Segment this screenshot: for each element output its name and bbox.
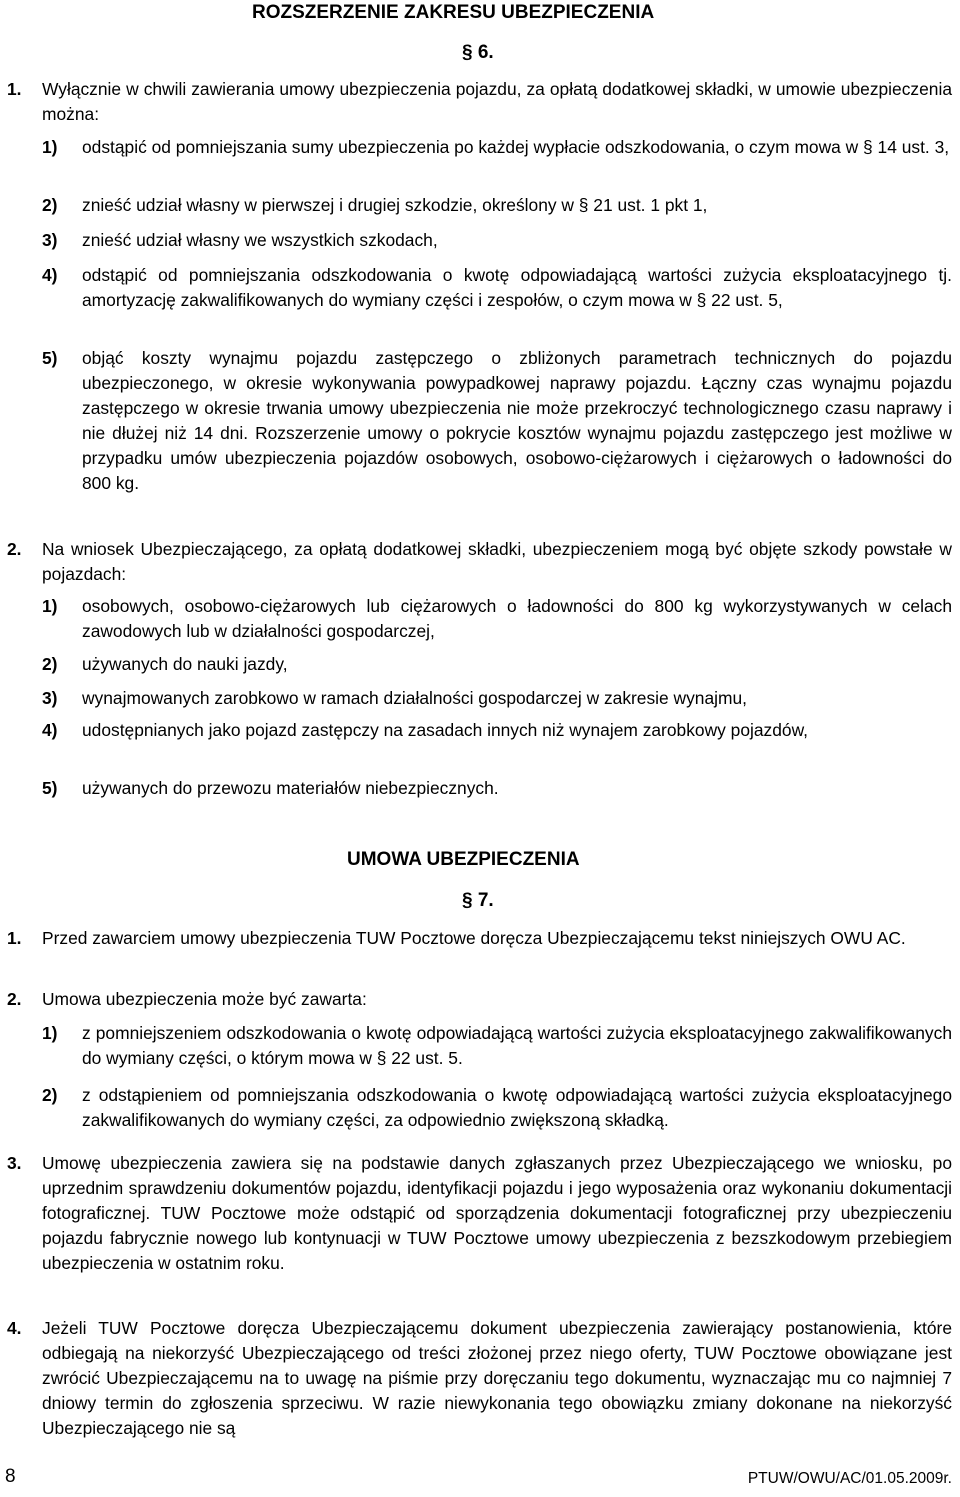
subitem-text: używanych do przewozu materiałów niebezpiecznych.	[82, 778, 499, 798]
item-number: 2.	[7, 989, 22, 1009]
item-text: Jeżeli TUW Pocztowe doręcza Ubezpieczającemu dokument ubezpieczenia zawierający postanowienia, które odbiegają na niekorzyść Ubezpieczającego od treści złożonej przez niego oferty, TUW Pocztowe obowiązane jest zwrócić Ubezpieczającemu na to uwagę na piśmie przy doręczaniu tego dokumentu, wyznaczając mu co najmniej 7 dniowy termin do zgłoszenia sprzeciwu. W razie niewykonania tego obowiązku zmiany dokonane na niekorzyść Ubezpieczającego nie są	[42, 1318, 952, 1438]
subitem-number: 1)	[42, 596, 58, 616]
page-number: 8	[5, 1466, 16, 1487]
subitem-number: 4)	[42, 720, 58, 740]
subitem-number: 2)	[42, 1085, 58, 1105]
subitem-text: z odstąpieniem od pomniejszania odszkodowania o kwotę odpowiadającą wartości zużycia eksploatacyjnego zakwalifikowanych do wymiany części, za odpowiednio zwiększoną składką.	[82, 1085, 952, 1130]
item-number: 1.	[7, 79, 22, 99]
subitem-text: znieść udział własny w pierwszej i drugiej szkodzie, określony w § 21 ust. 1 pkt 1,	[82, 195, 708, 215]
subitem-number: 2)	[42, 195, 58, 215]
document-code: PTUW/OWU/AC/01.05.2009r.	[747, 1470, 952, 1487]
item-text: Przed zawarciem umowy ubezpieczenia TUW Pocztowe doręcza Ubezpieczającemu tekst niniejszych OWU AC.	[42, 928, 906, 948]
subitem-text: znieść udział własny we wszystkich szkodach,	[82, 230, 438, 250]
section-title: UMOWA UBEZPIECZENIA	[347, 849, 580, 870]
item-text: Umowę ubezpieczenia zawiera się na podstawie danych zgłaszanych przez Ubezpieczającego we wniosku, po uprzednim sprawdzeniu dokumentów pojazdu, identyfikacji pojazdu i jego wyposażenia oraz wykonaniu dokumentacji fotograficznej. TUW Pocztowe może odstąpić od sporządzenia dokumentacji fotograficznej przy ubezpieczeniu pojazdu fabrycznie nowego lub kontynuacji w TUW Pocztowe umowy ubezpieczenia z bezszkodowym przebiegiem ubezpieczenia w ostatnim roku.	[42, 1153, 952, 1273]
subitem-number: 3)	[42, 688, 58, 708]
item-number: 4.	[7, 1318, 22, 1338]
subitem-text: udostępnianych jako pojazd zastępczy na zasadach innych niż wynajem zarobkowy pojazdów,	[82, 720, 808, 740]
paragraph-mark: § 7.	[462, 890, 494, 911]
item-text: Wyłącznie w chwili zawierania umowy ubezpieczenia pojazdu, za opłatą dodatkowej składki, w umowie ubezpieczenia można:	[42, 79, 952, 124]
subitem-number: 1)	[42, 137, 58, 157]
item-text: Umowa ubezpieczenia może być zawarta:	[42, 989, 367, 1009]
subitem-text: odstąpić od pomniejszania sumy ubezpieczenia po każdej wypłacie odszkodowania, o czym mowa w § 14 ust. 3,	[82, 137, 950, 157]
item-number: 3.	[7, 1153, 22, 1173]
subitem-text: używanych do nauki jazdy,	[82, 654, 288, 674]
item-number: 1.	[7, 928, 22, 948]
subitem-number: 5)	[42, 348, 58, 368]
subitem-number: 4)	[42, 265, 58, 285]
section-title: ROZSZERZENIE ZAKRESU UBEZPIECZENIA	[252, 2, 655, 23]
subitem-number: 3)	[42, 230, 58, 250]
subitem-number: 5)	[42, 778, 58, 798]
subitem-number: 1)	[42, 1023, 58, 1043]
item-number: 2.	[7, 539, 22, 559]
subitem-number: 2)	[42, 654, 58, 674]
subitem-text: odstąpić od pomniejszania odszkodowania o kwotę odpowiadającą wartości zużycia eksploatacyjnego tj. amortyzację zakwalifikowanych do wymiany części i zespołów, o czym mowa w § 22 ust. 5,	[82, 265, 952, 310]
subitem-text: wynajmowanych zarobkowo w ramach działalności gospodarczej w zakresie wynajmu,	[82, 688, 747, 708]
subitem-text: z pomniejszeniem odszkodowania o kwotę odpowiadającą wartości zużycia eksploatacyjnego zakwalifikowanych do wymiany części, o którym mowa w § 22 ust. 5.	[82, 1023, 952, 1068]
subitem-text: objąć koszty wynajmu pojazdu zastępczego o zbliżonych parametrach technicznych do pojazdu ubezpieczonego, w okresie wykonywania powypadkowej naprawy pojazdu. Łączny czas wynajmu pojazdu zastępczego w okresie trwania umowy ubezpieczenia nie może przekroczyć technologicznego czasu naprawy i nie dłużej niż 14 dni. Rozszerzenie umowy o pokrycie kosztów wynajmu pojazdu zastępczego jest możliwe w przypadku umów ubezpieczenia pojazdów osobowych, osobowo-ciężarowych i ciężarowych o ładowności do 800 kg.	[82, 348, 952, 493]
subitem-text: osobowych, osobowo-ciężarowych lub ciężarowych o ładowności do 800 kg wykorzystywanych w celach zawodowych lub w działalności gospodarczej,	[82, 596, 952, 641]
paragraph-mark: § 6.	[462, 42, 494, 63]
item-text: Na wniosek Ubezpieczającego, za opłatą dodatkowej składki, ubezpieczeniem mogą być objęte szkody powstałe w pojazdach:	[42, 539, 952, 584]
